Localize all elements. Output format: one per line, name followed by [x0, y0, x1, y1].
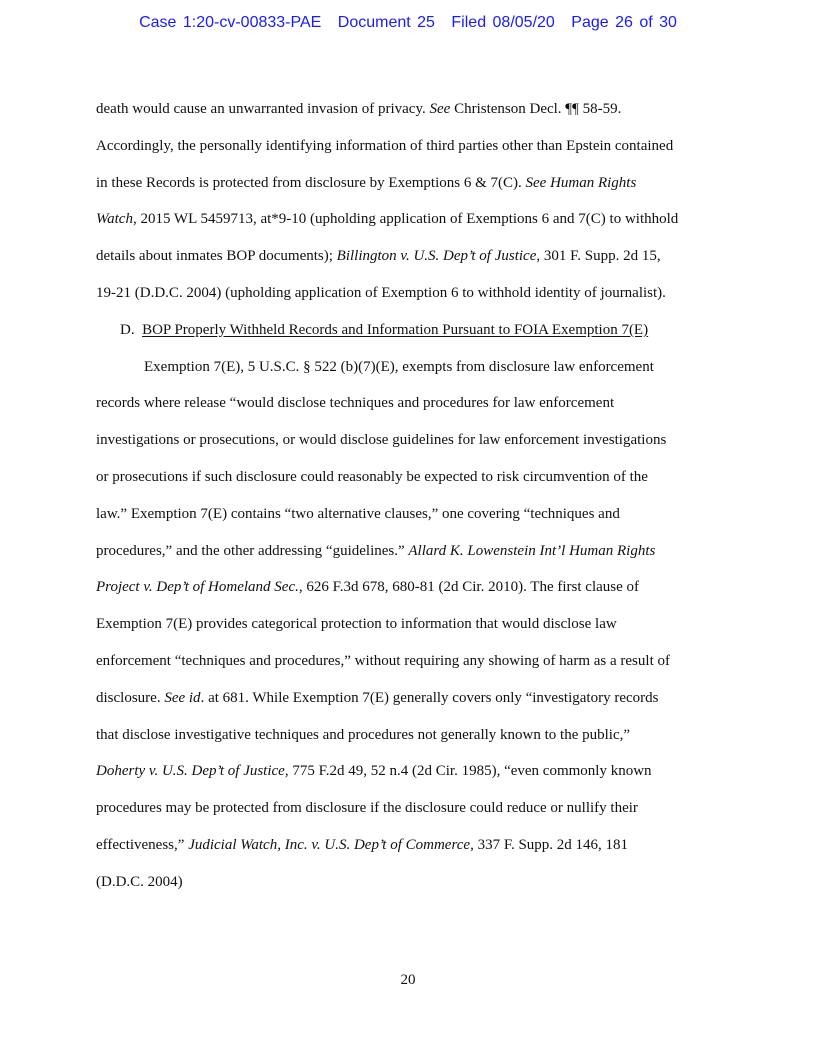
text-line: death would cause an unwarranted invasion of privacy. See Christenson Decl. ¶¶ 58-59.	[96, 101, 622, 117]
text-line: law.” Exemption 7(E) contains “two alternative clauses,” one covering “techniques and	[96, 505, 620, 522]
text-line: in these Records is protected from disclosure by Exemptions 6 & 7(C). See Human Rights	[96, 174, 637, 191]
document-number: Document 25	[337, 14, 435, 31]
text-line: investigations or prosecutions, or would disclose guidelines for law enforcement investigations	[96, 432, 667, 449]
case-number: Case 1:20-cv-00833-PAE	[139, 14, 322, 31]
text-line: effectiveness,” Judicial Watch, Inc. v. U.S. Dep’t of Commerce, 337 F. Supp. 2d 146, 181	[96, 836, 629, 853]
text-line: Exemption 7(E) provides categorical protection to information that would disclose law	[96, 616, 617, 633]
text-line: disclosure. See id. at 681. While Exemption 7(E) generally covers only “investigatory records	[96, 689, 659, 706]
text-line: Project v. Dep’t of Homeland Sec., 626 F.3d 678, 680-81 (2d Cir. 2010). The first clause of	[96, 579, 640, 596]
text-line: procedures may be protected from disclosure if the disclosure could reduce or nullify their	[96, 800, 638, 817]
page-number: 20	[400, 972, 416, 988]
text-line: Watch, 2015 WL 5459713, at*9-10 (upholding application of Exemptions 6 and 7(C) to withhold	[96, 211, 679, 228]
page-of-total: Page 26 of 30	[571, 14, 677, 31]
text-line: (D.D.C. 2004)	[96, 873, 183, 890]
text-line: enforcement “techniques and procedures,” without requiring any showing of harm as a result of	[96, 652, 670, 669]
case-header	[0, 14, 816, 32]
section-heading	[96, 312, 721, 349]
document-body	[96, 91, 721, 901]
text-line: records where release “would disclose techniques and procedures for law enforcement	[96, 395, 615, 412]
text-line: Doherty v. U.S. Dep’t of Justice, 775 F.2d 49, 52 n.4 (2d Cir. 1985), “even commonly known	[96, 763, 652, 780]
text-line: details about inmates BOP documents); Billington v. U.S. Dep’t of Justice, 301 F. Supp. 2d 15,	[96, 248, 661, 265]
text-line: Accordingly, the personally identifying information of third parties other than Epstein contained	[96, 137, 674, 154]
text-line: 19-21 (D.D.C. 2004) (upholding application of Exemption 6 to withhold identity of journalist).	[96, 284, 666, 301]
section-letter: D.	[120, 321, 135, 338]
text-line: Exemption 7(E), 5 U.S.C. § 522 (b)(7)(E), exempts from disclosure law enforcement	[144, 358, 654, 375]
text-line: procedures,” and the other addressing “guidelines.” Allard K. Lowenstein Int’l Human Rights	[96, 542, 656, 559]
filed-date: Filed 08/05/20	[451, 14, 555, 31]
text-line: that disclose investigative techniques and procedures not generally known to the public,”	[96, 726, 631, 743]
text-line: or prosecutions if such disclosure could reasonably be expected to risk circumvention of the	[96, 468, 648, 485]
section-title: BOP Properly Withheld Records and Information Pursuant to FOIA Exemption 7(E)	[142, 321, 649, 338]
